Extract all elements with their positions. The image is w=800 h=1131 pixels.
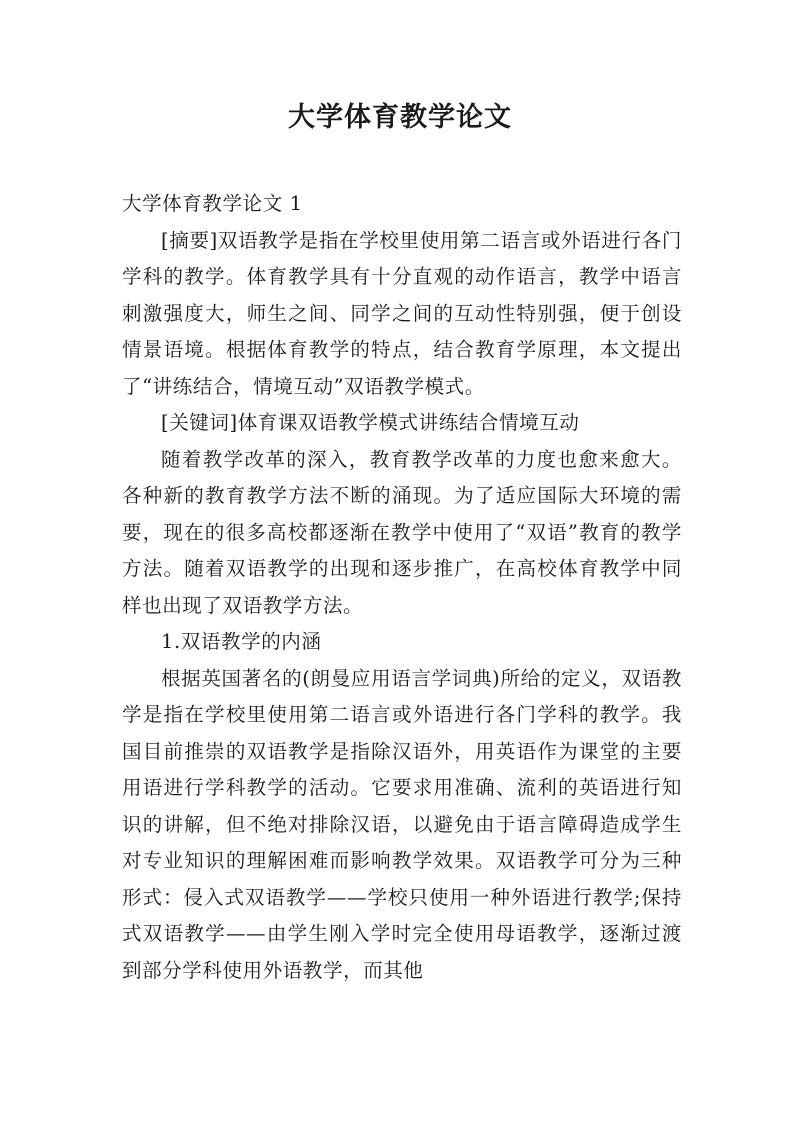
body-paragraph: 根据英国著名的(朗曼应用语言学词典)所给的定义，双语教学是指在学校里使用第二语言或外语进行各门学科的教学。我国目前推崇的双语教学是指除汉语外，用英语作为课堂的主要用语进行学科教学的活动。它要求用准确、流利的英语进行知识的讲解，但不绝对排除汉语，以避免由于语言障碍造成学生对专业知识的理解困难而影响教学效果。双语教学可分为三种形式：侵入式双语教学——学校只使用一种外语进行教学;保持式双语教学——由学生刚入学时完全使用母语教学，逐渐过渡到部分学科使用外语教学，而其他 <box>122 666 682 982</box>
abstract-paragraph: [摘要]双语教学是指在学校里使用第二语言或外语进行各门学科的教学。体育教学具有十分直观的动作语言，教学中语言刺激强度大，师生之间、同学之间的互动性特别强，便于创设情景语境。根据体育教学的特点，结合教育学原理，本文提出了“讲练结合，情境互动”双语教学模式。 <box>122 228 682 398</box>
body-paragraph: 随着教学改革的深入，教育教学改革的力度也愈来愈大。各种新的教育教学方法不断的涌现。为了适应国际大环境的需要，现在的很多高校都逐渐在教学中使用了“双语”教育的教学方法。随着双语教学的出现和逐步推广，在高校体育教学中同样也出现了双语教学方法。 <box>122 447 682 617</box>
section-heading: 大学体育教学论文 1 <box>122 192 303 215</box>
document-title: 大学体育教学论文 <box>288 102 512 133</box>
keywords-paragraph: [关键词]体育课双语教学模式讲练结合情境互动 <box>161 411 580 434</box>
document-body <box>122 186 682 989</box>
subsection-heading: 1.双语教学的内涵 <box>161 630 322 653</box>
